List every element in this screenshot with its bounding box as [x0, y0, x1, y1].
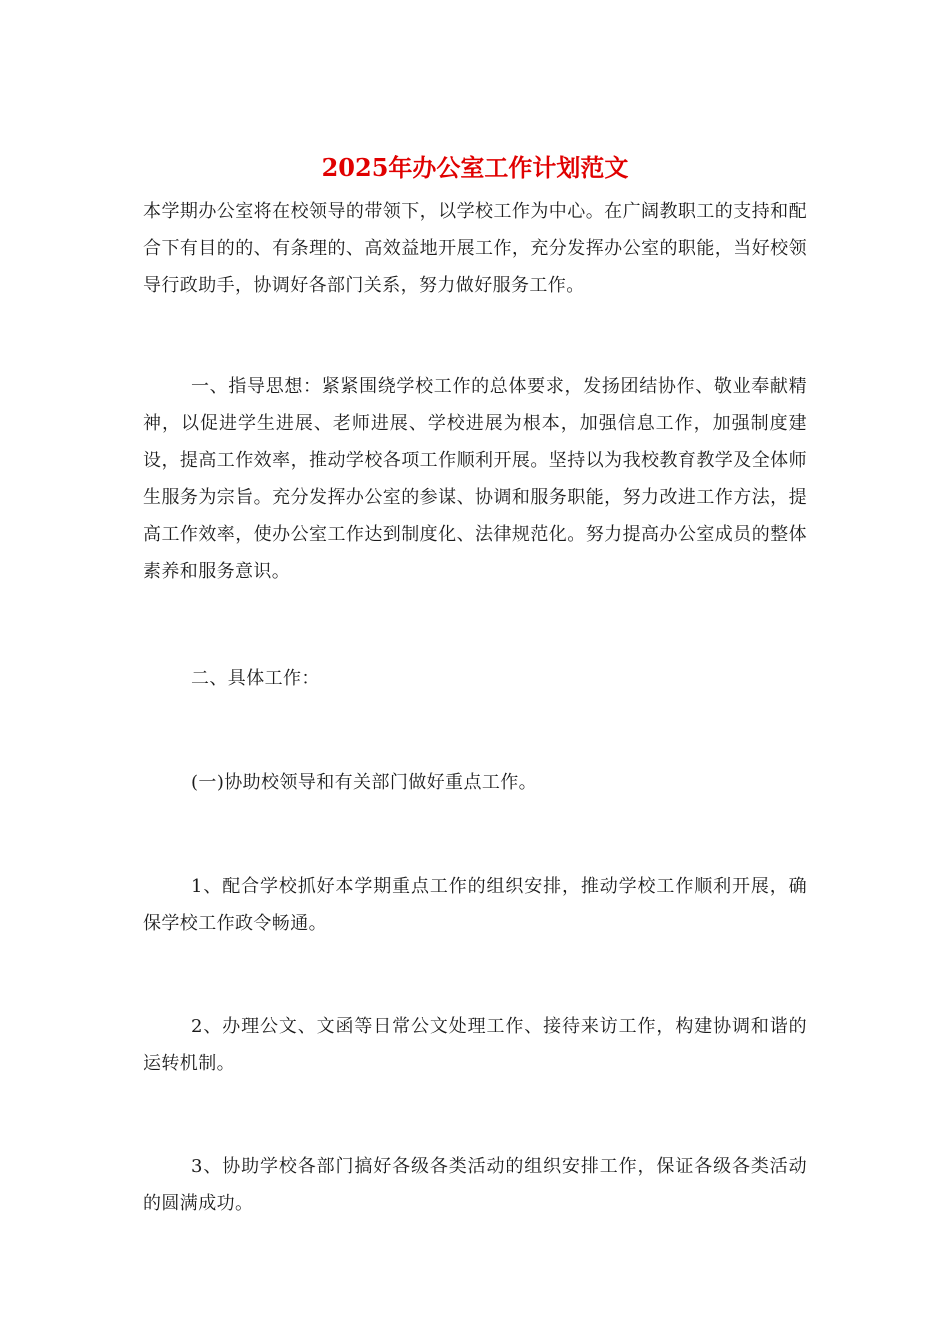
work-item-2: 2、办理公文、文函等日常公文处理工作、接待来访工作，构建协调和谐的运转机制。 — [143, 1016, 807, 1074]
specific-work-heading: 二、具体工作： — [191, 668, 320, 689]
subsection-1-heading: (一)协助校领导和有关部门做好重点工作。 — [191, 772, 538, 793]
document-title: 2025年办公室工作计划范文 — [321, 153, 629, 182]
work-item-3: 3、协助学校各部门搞好各级各类活动的组织安排工作，保证各级各类活动的圆满成功。 — [143, 1156, 807, 1214]
intro-paragraph: 本学期办公室将在校领导的带领下，以学校工作为中心。在广阔教职工的支持和配合下有目的的、有条理的、高效益地开展工作，充分发挥办公室的职能，当好校领导行政助手，协调好各部门关系，努力做好服务工作。 — [143, 201, 807, 296]
work-item-1: 1、配合学校抓好本学期重点工作的组织安排，推动学校工作顺利开展，确保学校工作政令畅通。 — [143, 876, 807, 934]
guiding-ideology-paragraph: 一、指导思想：紧紧围绕学校工作的总体要求，发扬团结协作、敬业奉献精神，以促进学生进展、老师进展、学校进展为根本，加强信息工作，加强制度建设，提高工作效率，推动学校各项工作顺利开展。坚持以为我校教育教学及全体师生服务为宗旨。充分发挥办公室的参谋、协调和服务职能，努力改进工作方法，提高工作效率，使办公室工作达到制度化、法律规范化。努力提高办公室成员的整体素养和服务意识。 — [143, 376, 807, 582]
